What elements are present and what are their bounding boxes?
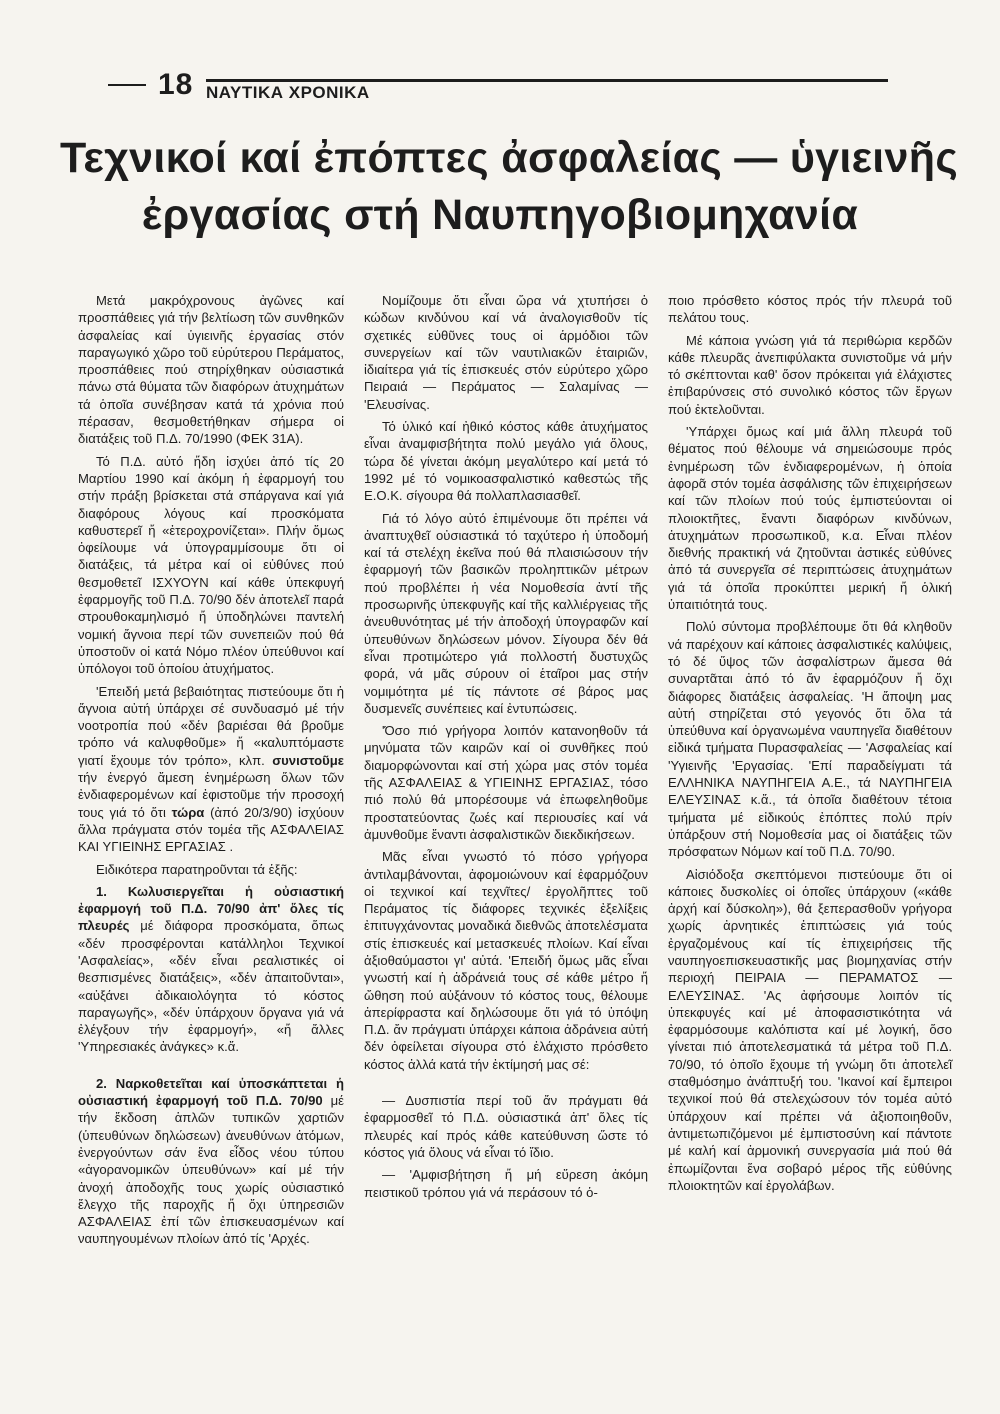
article-title <box>60 130 958 244</box>
title-line-1: Τεχνικοί καί ἐπόπτες ἀσφαλείας — ὑγιεινῆς <box>60 134 958 182</box>
header-lead-rule <box>108 84 146 86</box>
paragraph: Νομίζουμε ὅτι εἶναι ὥρα νά χτυπήσει ὁ κώδων κινδύνου καί νά ἀναλογισθοῦν τίς σχετικές εὐθῦνες τους οἱ ἁρμόδιοι τῶν συνεργείων καί τῶν ναυτιλιακῶν ἑταιριῶν, ἰδιαίτερα γιά τίς ἐπισκευές στόν εὐρύτερο χῶρο Πειραιά — Περάματος — Σαλαμίνας — 'Ελευσίνας. <box>364 293 648 412</box>
paragraph: Πολύ σύντομα προβλέπουμε ὅτι θά κληθοῦν νά παρέχουν καί κάποιες ἀσφαλιστικές καλύψεις, τό δέ ὕψος τῶν ἀσφαλίστρων ἄμεσα θά συναρτᾶται ἀπό τό ἄν ἐφαρμόζουν ἤ ὄχι διάφορες διατάξεις ἀσφαλείας. 'Η ἄποψη μας αὐτή στηρίζεται στό γεγονός ὅτι ὅλα τά ὑπεύθυνα καί ὀργανωμένα ναυπηγεῖα διαθέτουν εἰδικά τμήματα Πυρασφαλείας — 'Ασφαλείας καί 'Υγιεινῆς 'Εργασίας. 'Επί παραδείγματι τά ΕΛΛΗΝΙΚΑ ΝΑΥΠΗΓΕΙΑ Α.Ε., τά ΝΑΥΠΗΓΕΙΑ ΕΛΕΥΣΙΝΑΣ κ.ἄ., τά ὁποῖα διαθέτουν τέτοια τμήματα μέ εἰδικούς ἐπόπτες πολύ πρίν ὑπάρξουν στή Νομοθεσία μας οἱ διατάξεις τῶν πρόσφατων Νόμων καί τοῦ Π.Δ. 70/90. <box>668 619 952 860</box>
paragraph: Γιά τό λόγο αὐτό ἐπιμένουμε ὅτι πρέπει νά ἀναπτυχθεῖ οὐσιαστικά τό ταχύτερο ἡ ὑποδομή καί τά στελέχη ἐκεῖνα πού θά πλαισιώσουν τήν ἐφαρμογή τῶν βασικῶν προληπτικῶν μέτρων πού προβλέπει ἡ νέα Νομοθεσία ἀντί τῆς προσωρινῆς ὑπεκφυγῆς καί τῆς καλλιέργειας τῆς ἀνευθυνότητας μέ τήν ἀποδοχή ὑπογραφῶν καί ὑπευθύνων δηλώσεων μόνον. Σίγουρα δέν θά εἶναι προτιμώτερο γιά πολλοστή δυστυχῶς φορά, νά μᾶς σύρουν οἱ ἑταῖροι μας στήν νομιμότητα μέ τίς πάντοτε σέ βάρος μας δυσμενεῖς συνέπειες καί ἐντυπώσεις. <box>364 510 648 716</box>
paragraph: Ειδικότερα παρατηροῦνται τά ἑξῆς: <box>96 861 298 877</box>
paragraph: — 'Αμφισβήτηση ἤ μή εὕρεση ἀκόμη πειστικοῦ τρόπου γιά νά περάσουν τό ὁ- <box>364 1167 648 1200</box>
paragraph: Μετά μακρόχρονους ἀγῶνες καί προσπάθειες γιά τήν βελτίωση τῶν συνθηκῶν ἀσφαλείας καί ὑγιεινῆς ἐργασίας στόν παραγωγικό χῶρο τοῦ εὐρύτερου Περάματος, προσπάθειες πού στηρίχθηκαν οὐσιαστικά πάνω στά θύματα τῶν διαφόρων ἀτυχημάτων τά ὁποῖα συνέβησαν κατά τά χρόνια πού πέρασαν, θεσμοθετήθηκαν σήμερα οἱ διατάξεις τοῦ Π.Δ. 70/1990 (ΦΕΚ 31Α). <box>78 293 344 447</box>
header-rule <box>206 79 888 82</box>
bold-text: 2. Ναρκοθετεῖται καί ὑποσκάπτεται ἡ οὐσιαστική ἐφαρμογή τοῦ Π.Δ. 70/90 <box>78 1075 344 1109</box>
paragraph: Μᾶς εἶναι γνωστό τό πόσο γρήγορα ἀντιλαμβάνονται, ἀφομοιώνουν καί ἐφαρμόζουν οἱ τεχνικοί καί τεχνῖτες/ ἐργολῆπτες τοῦ Περάματος τίς διάφορες τεχνικές ἐξελίξεις ἐπιτυγχάνοντας μοναδικά διεθνῶς ἀποτελέσματα στίς ἐπισκευές καί μετασκευές πλοίων. Καί εἶναι ἀξιοθαύμαστοι γι' αὐτά. 'Επειδή ὅμως μᾶς εἶναι γνωστή καί ἡ ἀδράνειά τους σέ κάθε μέτρο ἤ ὤθηση πού αὐξάνουν τό κόστος τους, θέλουμε ἀπερίφραστα καί δηλώσουμε ὅτι γιά τό ὑπόψη Π.Δ. ἄν πράγματι ὑπάρχει κάποια ἀδράνεια αὐτή δέν ὀφείλεται σίγουρα στό ἐλάχιστο πρόσθετο κόστος ἀλλά κατά τήν ἐκτίμησή μας σέ: <box>364 849 648 1072</box>
paragraph: 'Επειδή μετά βεβαιότητας πιστεύουμε ὅτι ἡ ἄγνοια αὐτή ὑπάρχει σέ συνδυασμό μέ τήν νοοτροπία πού «δέν βαριέσαι θά βροῦμε τρόπο νά καλυφθοῦμε» ἤ «καλυπτόμαστε γιατί ἔχουμε τόν τρόπο», κλπ. συνιστοῦμε τήν ἐνεργό ἄμεση ἐνημέρωση ὅλων τῶν ἐνδιαφερομένων καί ἐφιστοῦμε τήν προσοχή τους γιά τό ὅτι τώρα (ἀπό 20/3/90) ἰσχύουν ἄλλα πράγματα στόν τομέα τῆς ΑΣΦΑΛΕΙΑΣ ΚΑΙ ΥΓΙΕΙΝΗΣ ΕΡΓΑΣΙΑΣ . <box>78 683 344 855</box>
publication-name: ΝΑΥΤΙΚΑ ΧΡΟΝΙΚΑ <box>206 83 370 102</box>
paragraph: 'Υπάρχει ὅμως καί μιά ἄλλη πλευρά τοῦ θέματος πού θέλουμε νά σημειώσουμε πρός ἐνημέρωση τῶν ἐνδιαφερομένων, ἡ ὁποία ἀφορᾶ στόν τομέα ἀσφάλισης τῶν ἐπιχειρήσεων καί τῶν πλοίων πού τούς ἐμπιστεύονται οἱ πλοιοκτῆτες, ἔναντι διαφόρων κινδύνων, ἀτυχημάτων προσωπικοῦ, κ.α. Εἶναι πλέον διεθνής πρακτική νά ζητοῦνται ἀστικές εὐθύνες ἀπό τά συνεργεῖα σέ περιπτώσεις ἀτυχημάτων γιά τά ὁποῖα προκύπτει μερική ἤ ὁλική ὑπαιτιότητά τους. <box>668 424 952 613</box>
bold-text: 1. Κωλυσιεργεῖται ἡ οὐσιαστική ἐφαρμογή τοῦ Π.Δ. 70/90 ἀπ' ὅλες τίς πλευρές <box>78 883 344 934</box>
paragraph: — Δυσπιστία περί τοῦ ἄν πράγματι θά ἐφαρμοσθεῖ τό Π.Δ. οὐσιαστικά ἀπ' ὅλες τίς πλευρές καί πρός κάθε κατεύθυνση ὥστε τό κόστος γιά ὅλους νά εἶναι τό ἴδιο. <box>364 1093 648 1160</box>
column-1 <box>78 292 344 1253</box>
bold-text: συνιστοῦμε <box>272 752 344 768</box>
paragraph: ποιο πρόσθετο κόστος πρός τήν πλευρά τοῦ πελάτου τους. <box>668 293 952 326</box>
paragraph: 1. Κωλυσιεργεῖται ἡ οὐσιαστική ἐφαρμογή τοῦ Π.Δ. 70/90 ἀπ' ὅλες τίς πλευρές μέ διάφορα προσκόματα, ὅπως «δέν προσφέρονται κατάλληλοι Τεχνικοί 'Ασφαλείας», «δέν εἶναι ρεαλιστικές οἱ θεσπισμένες διατάξεις», «δέν ἀπαιτοῦνται», «αὐξάνει ἀδικαιολόγητα τό κόστος παραγωγῆς», «δέν ὑπάρχουν ὄργανα γιά νά ἐλέγξουν τήν ἐφαρμογή», «ἤ ἄλλες 'Υπηρεσιακές ἀνάγκες» κ.ἄ. <box>78 883 344 1055</box>
page-number: 18 <box>158 68 194 101</box>
paragraph: 'Όσο πιό γρήγορα λοιπόν κατανοηθοῦν τά μηνύματα τῶν καιρῶν καί οἱ συνθῆκες πού διαμορφώνονται καί στή χώρα μας στόν τομέα τῆς ΑΣΦΑΛΕΙΑΣ & ΥΓΙΕΙΝΗΣ ΕΡΓΑΣΙΑΣ, τόσο πιό πολύ θά μπορέσουμε νά ἐπωφεληθοῦμε προστατεύοντας ζωές καί περιουσίες καί νά ἀμυνθοῦμε ἔναντι ἀσφαλιστικῶν διεκδικήσεων. <box>364 723 648 842</box>
bold-text: τώρα <box>171 804 205 820</box>
paragraph: 2. Ναρκοθετεῖται καί ὑποσκάπτεται ἡ οὐσιαστική ἐφαρμογή τοῦ Π.Δ. 70/90 μέ τήν ἔκδοση ἁπλῶν τυπικῶν χαρτιῶν (ὑπευθύνων δηλώσεων) ἀνευθύνων ἀτόμων, ἐνεργούντων σάν ἕνα εἶδος νέου τύπου «ἀγορανομικῶν ὑπευθύνων» καί μέ τήν ἀνοχή ἀποδοχῆς τους χωρίς οὐσιαστικό ἔλεγχο τῆς παροχῆς ἤ ὄχι ὑπηρεσιῶν ΑΣΦΑΛΕΙΑΣ ἐπί τῶν ἐπισκευασμένων καί ναυπηγουμένων πλοίων ἀπό τίς 'Αρχές. <box>78 1075 344 1247</box>
paragraph: Τό ὑλικό καί ἠθικό κόστος κάθε ἀτυχήματος εἶναι ἀναμφισβήτητα πολύ μεγάλο γιά ὅλους, τώρα δέ γίνεται ἀκόμη μεγαλύτερο καί μετά τό 1992 μέ τό νομικοασφαλιστικό καθεστώς τῆς Ε.Ο.Κ. σίγουρα θά πολλαπλασιασθεῖ. <box>364 419 648 504</box>
title-line-2: ἐργασίας στή Ναυπηγοβιομηχανία <box>141 191 859 239</box>
paragraph: Αἰσιόδοξα σκεπτόμενοι πιστεύουμε ὅτι οἱ κάποιες δυσκολίες οἱ ὁποῖες ὑπάρχουν («κάθε ἀρχή καί δύσκολη»), θά ξεπερασθοῦν γρήγορα χωρίς ἀρνητικές ἐπιπτώσεις γιά τούς ἐργαζομένους καί τίς ἐπιχειρήσεις τῆς ναυπηγοεπισκευαστικῆς μας βιομηχανίας στήν περιοχή ΠΕΙΡΑΙΑ — ΠΕΡΑΜΑΤΟΣ — ΕΛΕΥΣΙΝΑΣ. 'Ας ἀφήσουμε λοιπόν τίς ὑπεκφυγές καί μέ ἀποφασιστικότητα νά ἐφαρμόσουμε καλόπιστα καί μέ λογική, ὅσο γίνεται πιό ἀποτελεσματικά τά μέτρα τοῦ Π.Δ. 70/90, τό ὁποῖο ἔχουμε τή γνώμη ὅτι ἀποτελεῖ σταθμόσημο ἀνάπτυξή του. 'Ικανοί καί ἔμπειροι τεχνικοί πού θά στελεχώσουν τόν τομέα αὐτό ὑπάρχουν καί πρέπει νά ἀξιοποιηθοῦν, ἀντιμετωπιζόμενοι μέ ἐμπιστοσύνη καί πάντοτε μέ καλή καί ἁρμονική συνεργασία μιά πού θά ἐπωμίζονται ἕνα σοβαρό μέρος τῆς εὐθύνης πλοιοκτητῶν καί ἐργολάβων. <box>668 866 952 1193</box>
column-3 <box>668 292 952 1199</box>
column-2 <box>364 292 648 1206</box>
paragraph: Μέ κάποια γνώση γιά τά περιθώρια κερδῶν κάθε πλευρᾶς ἀνεπιφύλακτα συνιστοῦμε νά μήν τό σκέπτονται καθ' ὅσον πρόκειται γιά ἐλάχιστες ἐπιβαρύνσεις στό συνολικό κόστος τῶν ἔργων πού ἐκτελοῦνται. <box>668 332 952 417</box>
paragraph: Τό Π.Δ. αὐτό ἤδη ἰσχύει ἀπό τίς 20 Μαρτίου 1990 καί ἀκόμη ἡ ἐφαρμογή του στήν πράξη βρίσκεται στά σπάργανα καί γιά διαφόρους λόγους καί προσκόματα καθυστερεῖ ἤ «ἑτεροχρονίζεται». Πλήν ὅμως ὀφείλουμε νά ὑπογραμμίσουμε ὅτι οἱ διατάξεις, τά μέτρα καί οἱ εὐθύνες πού θεσμοθετεῖ ΙΣΧΥΟΥΝ καί κάθε ὑπεκφυγή ἐφαρμογῆς τοῦ Π.Δ. 70/90 δέν ἀποτελεῖ παρά στρουθοκαμηλισμό ἤ ὑποδηλώνει παντελή νομική ἄγνοια περί τῶν συνεπειῶν πού θά ὑποστοῦν οἱ κατά Νόμο πλέον ὑπεύθυνοι καί ὑπόλογοι τοῦ ὁποίου ἀτυχήματος. <box>78 453 344 677</box>
page-header <box>108 70 888 110</box>
